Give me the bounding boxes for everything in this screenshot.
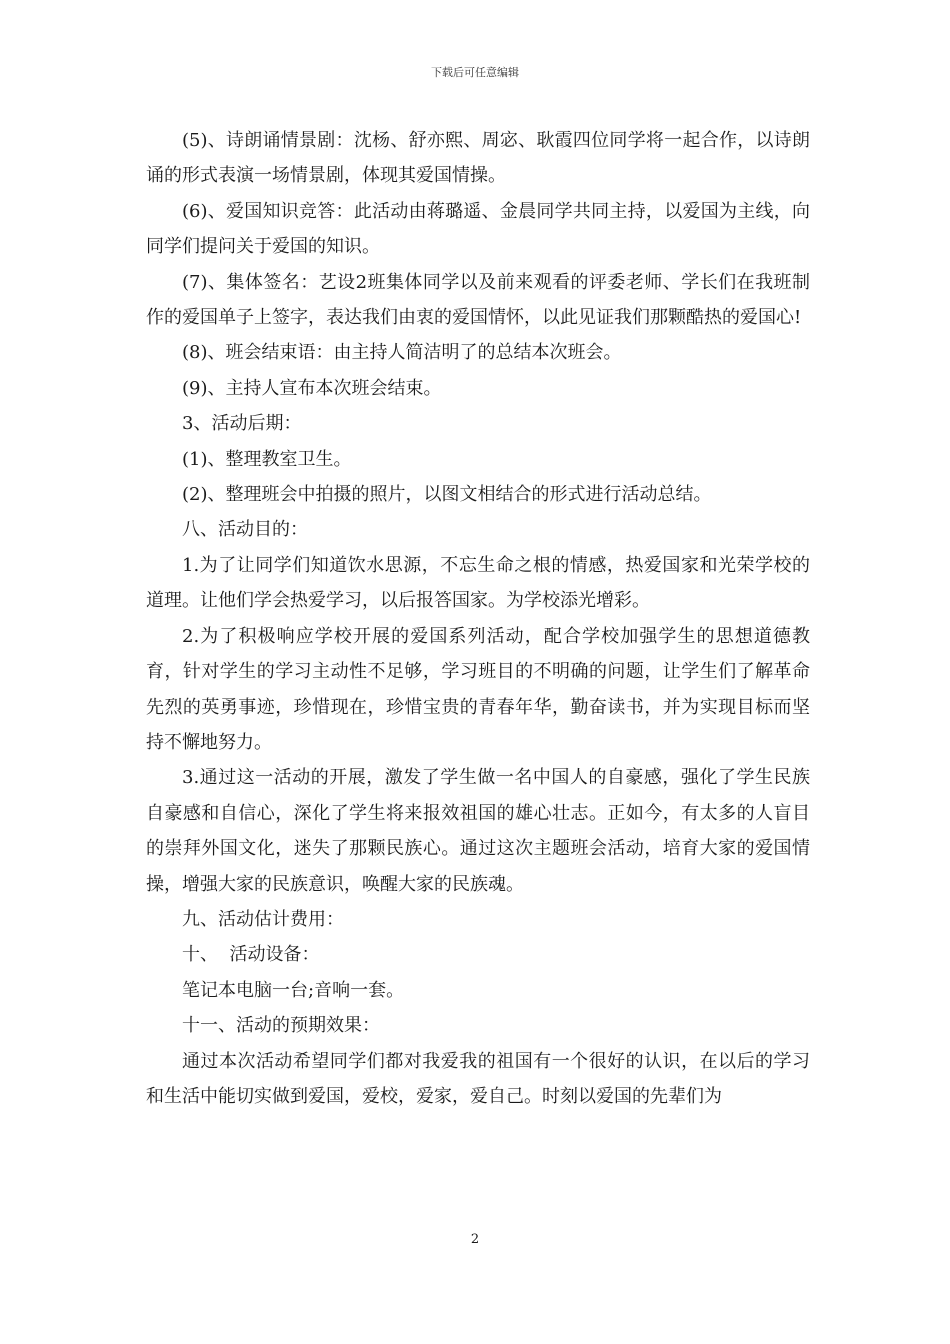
section-heading-expected-effect: 十一、活动的预期效果：	[182, 1015, 380, 1037]
paragraph-expected-effect: 通过本次活动希望同学们都对我爱我的祖国有一个很好的认识，在以后的学习和生活中能切实做到爱国，爱校，爱家，爱自己。时刻以爱国的先辈们为	[146, 1050, 810, 1107]
paragraph-group-signature: (7)、集体签名：艺设2班集体同学以及前来观看的评委老师、学长们在我班制作的爱国单子上签字，表达我们由衷的爱国情怀，以此见证我们那颗酷热的爱国心!	[146, 271, 810, 329]
paragraph-organize-photos: (2)、整理班会中拍摄的照片，以图文相结合的形式进行活动总结。	[182, 484, 712, 506]
paragraph-purpose-2: 2.为了积极响应学校开展的爱国系列活动，配合学校加强学生的思想道德教育，针对学生的学习主动性不足够，学习班目的不明确的问题，让学生们了解革命先烈的英勇事迹，珍惜现在，珍惜宝贵的青春年华，勤奋读书，并为实现目标而坚持不懈地努力。	[146, 625, 810, 753]
section-heading-purpose: 八、活动目的：	[182, 519, 308, 541]
document-body	[146, 123, 810, 1114]
paragraph-purpose-1: 1.为了让同学们知道饮水思源，不忘生命之根的情感，热爱国家和光荣学校的道理。让他们学会热爱学习，以后报答国家。为学校添光增彩。	[146, 554, 810, 612]
paragraph-purpose-3: 3.通过这一活动的开展，激发了学生做一名中国人的自豪感，强化了学生民族自豪感和自信心，深化了学生将来报效祖国的雄心壮志。正如今，有太多的人盲目的崇拜外国文化，迷失了那颗民族心。通过这次主题班会活动，培育大家的爱国情操，增强大家的民族意识，唤醒大家的民族魂。	[146, 767, 810, 895]
page-header-note: 下载后可任意编辑	[431, 66, 519, 79]
paragraph-quiz: (6)、爱国知识竞答：此活动由蒋璐遥、金晨同学共同主持，以爱国为主线，向同学们提问关于爱国的知识。	[146, 200, 810, 258]
paragraph-clean-classroom: (1)、整理教室卫生。	[182, 448, 352, 470]
paragraph-poetry-drama: (5)、诗朗诵情景剧：沈杨、舒亦熙、周宓、耿霞四位同学将一起合作，以诗朗诵的形式表演一场情景剧，体现其爱国情操。	[146, 130, 810, 187]
section-heading-cost: 九、活动估计费用：	[182, 908, 344, 930]
paragraph-meeting-end: (9)、主持人宣布本次班会结束。	[182, 377, 442, 399]
paragraph-equipment-list: 笔记本电脑一台;音响一套。	[182, 979, 405, 1001]
section-heading-post-activity: 3、活动后期：	[182, 413, 302, 435]
paragraph-closing-remarks: (8)、班会结束语：由主持人简洁明了的总结本次班会。	[182, 342, 622, 364]
section-heading-equipment: 十、 活动设备：	[182, 944, 320, 966]
page-number: 2	[470, 1232, 480, 1247]
